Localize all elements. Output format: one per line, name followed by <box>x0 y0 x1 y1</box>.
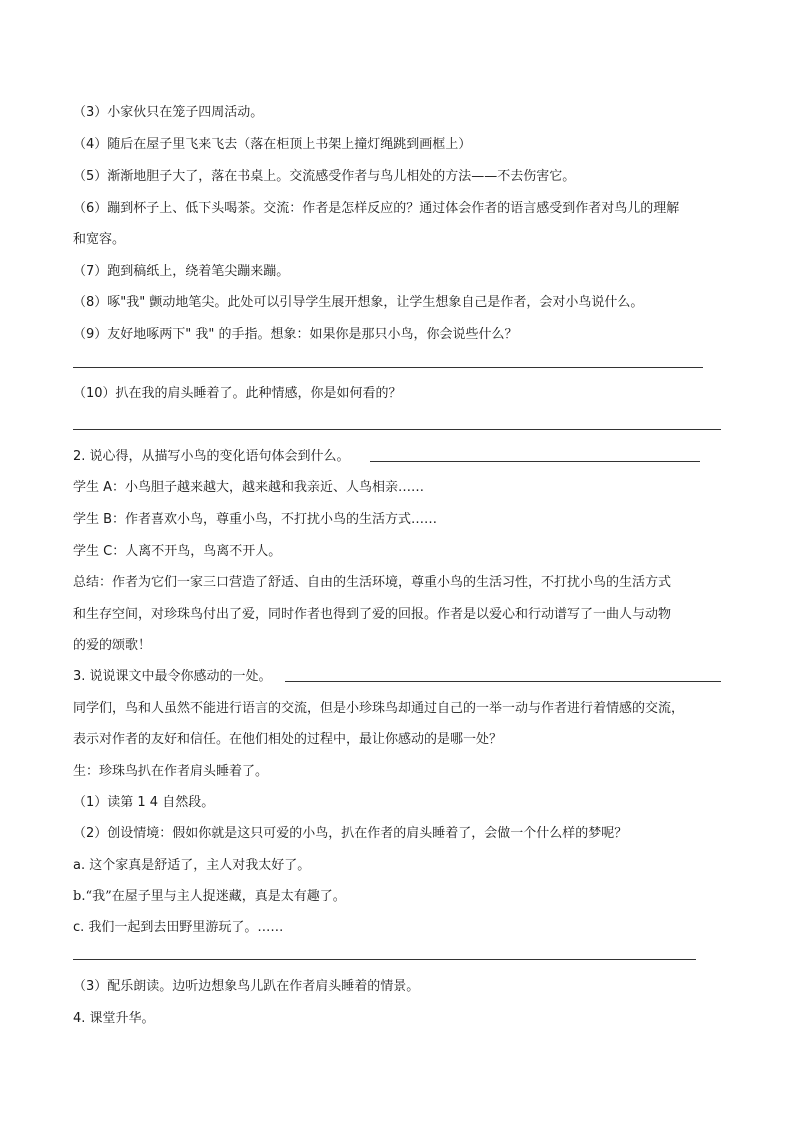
answer-blank-line <box>73 429 721 430</box>
text-line: 生：珍珠鸟扒在作者肩头睡着了。 <box>73 764 269 779</box>
answer-blank-line <box>285 681 721 682</box>
text-line: （4）随后在屋子里飞来飞去（落在柜顶上书架上撞灯绳跳到画框上） <box>73 137 472 152</box>
text-line: （1）读第 1 4 自然段。 <box>73 795 215 810</box>
text-line: 总结：作者为它们一家三口营造了舒适、自由的生活环境，尊重小鸟的生活习性，不打扰小鸟的生活方式 <box>73 575 672 590</box>
text-line: 和宽容。 <box>73 232 126 247</box>
text-line: （6）蹦到杯子上、低下头喝茶。交流：作者是怎样反应的？通过体会作者的语言感受到作者对鸟儿的理解 <box>73 201 680 216</box>
question-heading: 2. 说心得，从描写小鸟的变化语句体会到什么。 <box>73 449 350 464</box>
question-heading: 4. 课堂升华。 <box>73 1011 155 1026</box>
text-line: （10）扒在我的肩头睡着了。此种情感，你是如何看的？ <box>73 386 402 401</box>
text-line: a. 这个家真是舒适了，主人对我太好了。 <box>73 858 311 873</box>
text-line: （5）渐渐地胆子大了，落在书桌上。交流感受作者与鸟儿相处的方法——不去伤害它。 <box>73 169 576 184</box>
text-line: 的爱的颂歌！ <box>73 638 152 653</box>
text-line: 和生存空间，对珍珠鸟付出了爱，同时作者也得到了爱的回报。作者是以爱心和行动谱写了一曲人与动物 <box>73 607 672 622</box>
text-line: （2）创设情境：假如你就是这只可爱的小鸟，扒在作者的肩头睡着了，会做一个什么样的梦呢？ <box>73 826 628 841</box>
text-line: （8）啄"我" 颤动地笔尖。此处可以引导学生展开想象，让学生想象自己是作者，会对小鸟说什么。 <box>73 295 644 310</box>
text-line: 表示对作者的友好和信任。在他们相处的过程中，最让你感动的是哪一处？ <box>73 732 503 747</box>
answer-blank-line <box>73 367 703 368</box>
text-line: 学生 C：人离不开鸟，鸟离不开人。 <box>73 544 282 559</box>
text-line: c. 我们一起到去田野里游玩了。…… <box>73 920 284 935</box>
text-line: （3）配乐朗读。边听边想象鸟儿趴在作者肩头睡着的情景。 <box>73 979 420 994</box>
text-line: （3）小家伙只在笼子四周活动。 <box>73 105 264 120</box>
text-line: b.“我”在屋子里与主人捉迷藏，真是太有趣了。 <box>73 889 346 904</box>
question-heading: 3. 说说课文中最令你感动的一处。 <box>73 669 272 684</box>
text-line: 学生 B：作者喜欢小鸟，尊重小鸟，不打扰小鸟的生活方式…… <box>73 512 438 527</box>
answer-blank-line <box>73 959 696 960</box>
answer-blank-line <box>370 461 700 462</box>
text-line: 同学们，鸟和人虽然不能进行语言的交流，但是小珍珠鸟却通过自己的一举一动与作者进行着情感的交流， <box>73 701 685 716</box>
text-line: （9）友好地啄两下" 我" 的手指。想象：如果你是那只小鸟，你会说些什么？ <box>73 327 518 342</box>
text-line: （7）跑到稿纸上，绕着笔尖蹦来蹦。 <box>73 264 290 279</box>
text-line: 学生 A：小鸟胆子越来越大，越来越和我亲近、人鸟相亲…… <box>73 480 425 495</box>
